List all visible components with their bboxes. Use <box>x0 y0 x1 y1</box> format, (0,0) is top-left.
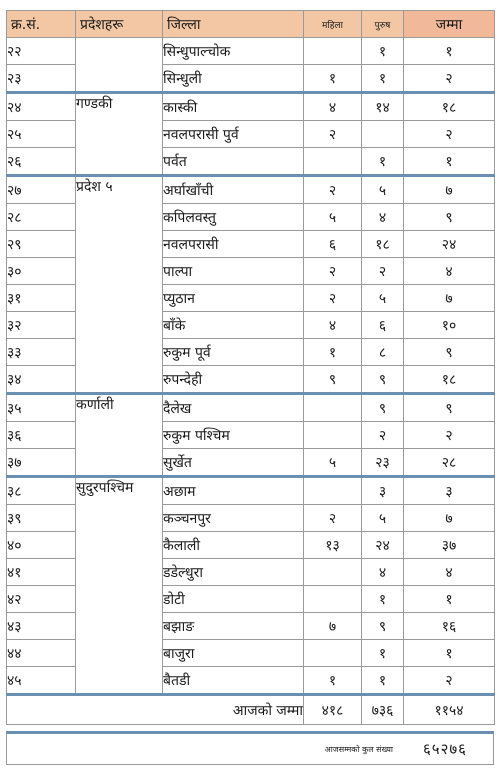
row-sn: ३७ <box>7 449 76 477</box>
row-male: १ <box>362 65 404 93</box>
row-sn: ४५ <box>7 667 76 695</box>
row-district: रुकुम पश्चिम <box>163 422 304 449</box>
row-female: २ <box>304 258 362 285</box>
row-male: १ <box>362 38 404 65</box>
row-total: ७ <box>404 176 495 204</box>
row-male: ५ <box>362 505 404 532</box>
row-district: नवलपरासी <box>163 231 304 258</box>
row-male: ४ <box>362 559 404 586</box>
row-district: रुकुम पूर्व <box>163 339 304 366</box>
row-sn: ३५ <box>7 394 76 422</box>
row-female: ७ <box>304 613 362 640</box>
table-body <box>7 38 495 725</box>
row-total: १ <box>404 148 495 176</box>
row-district: सुर्खेत <box>163 449 304 477</box>
header-total: जम्मा <box>404 11 495 38</box>
row-female <box>304 586 362 613</box>
row-female <box>304 640 362 667</box>
row-total: ३७ <box>404 532 495 559</box>
row-male: १४ <box>362 93 404 121</box>
row-district: बाँके <box>163 312 304 339</box>
row-total: २८ <box>404 449 495 477</box>
today-male: ७३६ <box>362 695 404 725</box>
row-total: १ <box>404 38 495 65</box>
row-district: सिन्धुली <box>163 65 304 93</box>
row-female: १ <box>304 65 362 93</box>
row-district: बझाङ <box>163 613 304 640</box>
table-row <box>7 38 495 65</box>
row-district: बैतडी <box>163 667 304 695</box>
row-male: २४ <box>362 532 404 559</box>
row-total: २ <box>404 121 495 148</box>
row-sn: ४१ <box>7 559 76 586</box>
row-province: गण्डकी <box>76 93 163 176</box>
row-female: २ <box>304 505 362 532</box>
row-district: कञ्चनपुर <box>163 505 304 532</box>
today-total-row <box>7 695 495 725</box>
row-sn: २९ <box>7 231 76 258</box>
row-female <box>304 148 362 176</box>
header-female: महिला <box>304 11 362 38</box>
row-sn: ३२ <box>7 312 76 339</box>
today-female: ४१८ <box>304 695 362 725</box>
row-district: रुपन्देही <box>163 366 304 394</box>
row-male: २ <box>362 258 404 285</box>
table-row <box>7 176 495 204</box>
table-row <box>7 394 495 422</box>
row-total: ३ <box>404 477 495 505</box>
row-district: कास्की <box>163 93 304 121</box>
row-female <box>304 559 362 586</box>
row-total: ९ <box>404 339 495 366</box>
row-total: १० <box>404 312 495 339</box>
table-row <box>7 93 495 121</box>
row-district: प्युठान <box>163 285 304 312</box>
header-district: जिल्ला <box>163 11 304 38</box>
row-total: ९ <box>404 204 495 231</box>
header-sn: क्र.सं. <box>7 11 76 38</box>
row-male: ५ <box>362 285 404 312</box>
row-sn: २७ <box>7 176 76 204</box>
row-male: ४ <box>362 204 404 231</box>
row-total: १ <box>404 640 495 667</box>
cumulative-label: आजसम्मको कुल संख्या <box>324 744 393 754</box>
row-sn: ३८ <box>7 477 76 505</box>
row-male: ९ <box>362 366 404 394</box>
case-table-sheet <box>6 10 494 765</box>
table-row <box>7 477 495 505</box>
row-sn: ३४ <box>7 366 76 394</box>
row-male: १ <box>362 640 404 667</box>
row-sn: ४० <box>7 532 76 559</box>
row-sn: २६ <box>7 148 76 176</box>
row-total: २ <box>404 422 495 449</box>
row-district: कपिलवस्तु <box>163 204 304 231</box>
row-total: ९ <box>404 394 495 422</box>
row-female <box>304 394 362 422</box>
row-male: ९ <box>362 394 404 422</box>
row-sn: ४४ <box>7 640 76 667</box>
row-sn: २३ <box>7 65 76 93</box>
row-district: नवलपरासी पुर्व <box>163 121 304 148</box>
row-sn: २८ <box>7 204 76 231</box>
row-female <box>304 38 362 65</box>
cumulative-total-row <box>6 731 494 765</box>
row-province <box>76 38 163 93</box>
row-sn: ३१ <box>7 285 76 312</box>
row-female: ९ <box>304 366 362 394</box>
row-female <box>304 477 362 505</box>
row-total: ४ <box>404 258 495 285</box>
row-sn: ३३ <box>7 339 76 366</box>
cumulative-value: ६५२७६ <box>422 740 467 758</box>
row-district: बाजुरा <box>163 640 304 667</box>
row-province: प्रदेश ५ <box>76 176 163 394</box>
row-district: दैलेख <box>163 394 304 422</box>
row-district: अछाम <box>163 477 304 505</box>
row-male: ६ <box>362 312 404 339</box>
row-total: २ <box>404 667 495 695</box>
row-total: ७ <box>404 505 495 532</box>
row-male: ३ <box>362 477 404 505</box>
row-male: १ <box>362 148 404 176</box>
row-total: १८ <box>404 93 495 121</box>
row-female: ५ <box>304 449 362 477</box>
table-header-row <box>7 11 495 38</box>
row-male: ९ <box>362 613 404 640</box>
row-female: २ <box>304 121 362 148</box>
row-male: १ <box>362 586 404 613</box>
row-district: डोटी <box>163 586 304 613</box>
row-sn: ३९ <box>7 505 76 532</box>
row-sn: ३० <box>7 258 76 285</box>
row-sn: २४ <box>7 93 76 121</box>
row-female: २ <box>304 176 362 204</box>
row-district: सिन्धुपाल्चोक <box>163 38 304 65</box>
row-female: ४ <box>304 93 362 121</box>
row-female: १ <box>304 339 362 366</box>
row-total: ७ <box>404 285 495 312</box>
row-total: २ <box>404 65 495 93</box>
row-district: पाल्पा <box>163 258 304 285</box>
row-male <box>362 121 404 148</box>
row-female: ६ <box>304 231 362 258</box>
row-total: २४ <box>404 231 495 258</box>
row-male: १ <box>362 667 404 695</box>
row-district: डडेल्धुरा <box>163 559 304 586</box>
row-female: ४ <box>304 312 362 339</box>
row-district: पर्वत <box>163 148 304 176</box>
row-male: ५ <box>362 176 404 204</box>
header-male: पुरुष <box>362 11 404 38</box>
row-province: सुदुरपश्चिम <box>76 477 163 695</box>
row-female <box>304 422 362 449</box>
row-total: १ <box>404 586 495 613</box>
row-male: ८ <box>362 339 404 366</box>
row-district: कैलाली <box>163 532 304 559</box>
today-label: आजको जम्मा <box>7 695 304 725</box>
row-sn: २२ <box>7 38 76 65</box>
row-sn: २५ <box>7 121 76 148</box>
row-male: २ <box>362 422 404 449</box>
row-female: ५ <box>304 204 362 231</box>
row-male: २३ <box>362 449 404 477</box>
header-province: प्रदेशहरू <box>76 11 163 38</box>
district-case-table <box>6 10 495 725</box>
row-sn: ४३ <box>7 613 76 640</box>
row-sn: ४२ <box>7 586 76 613</box>
row-total: १६ <box>404 613 495 640</box>
row-female: २ <box>304 285 362 312</box>
row-male: १८ <box>362 231 404 258</box>
row-sn: ३६ <box>7 422 76 449</box>
today-total: ११५४ <box>404 695 495 725</box>
row-female: १ <box>304 667 362 695</box>
row-district: अर्घाखाँची <box>163 176 304 204</box>
row-total: ४ <box>404 559 495 586</box>
row-total: १८ <box>404 366 495 394</box>
row-province: कर्णाली <box>76 394 163 477</box>
row-female: १३ <box>304 532 362 559</box>
